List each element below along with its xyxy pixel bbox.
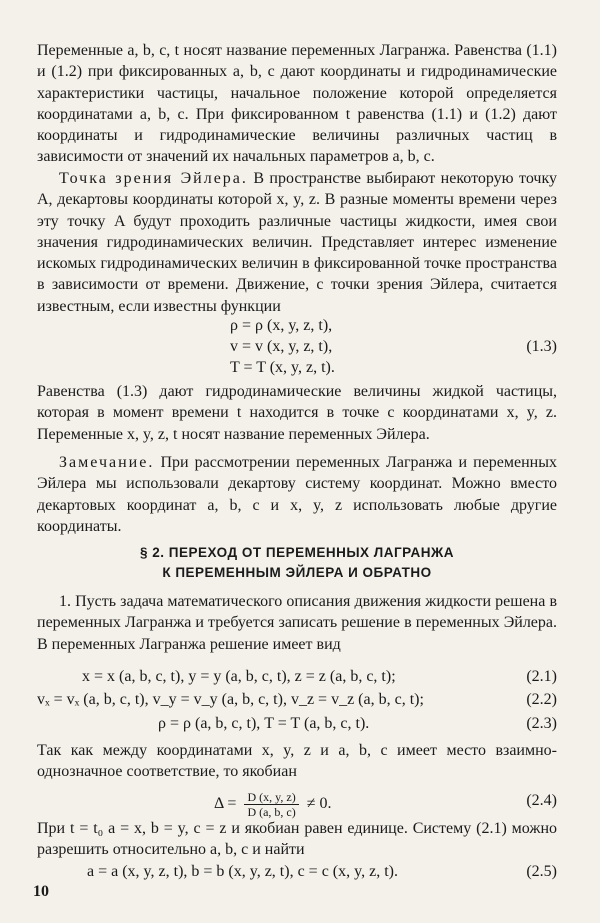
section-heading-line: § 2. ПЕРЕХОД ОТ ПЕРЕМЕННЫХ ЛАГРАНЖА (140, 545, 454, 560)
equation-number: (2.3) (526, 715, 557, 732)
equation-2-2 (37, 689, 557, 710)
equation-line: v = v (x, y, z, t), (230, 338, 333, 355)
equation-line: T = T (x, y, z, t). (230, 359, 335, 376)
paragraph-text: Равенства (1.3) дают гидродинамические величины жидкой частицы, которая в момент времени t находится в точке с координатами x, y, z. Переменные x, y, z, t носят название переменных Эйлера. (37, 383, 557, 443)
equation-body: a = a (x, y, z, t), b = b (x, y, z, t), c = c (x, y, z, t). (87, 863, 398, 880)
remark-text: При рассмотрении переменных Лагранжа и переменных Эйлера мы использовали декартову систему координат. Можно вместо декартовых координат a, b, c и x, y, z использовать любые другие координаты. (37, 454, 557, 535)
euler-lead: Точка зрения Эйлера. (59, 170, 248, 187)
equation-number: (2.2) (526, 691, 557, 708)
equation-2-4 (37, 782, 557, 820)
fraction-denominator: D (a, b, c) (247, 805, 296, 819)
paragraph-text: При t = t₀ a = x, b = y, c = z и якобиан равен единице. Систему (2.1) можно разрешить относительно a, b, c и найти (37, 820, 557, 859)
equation-number: (2.4) (526, 792, 557, 809)
fraction-numerator: D (x, y, z) (244, 790, 298, 805)
equation-2-3 (37, 713, 557, 734)
equation-2-1 (37, 666, 557, 687)
section-heading-line: К ПЕРЕМЕННЫМ ЭЙЛЕРА И ОБРАТНО (162, 565, 432, 580)
paragraph-1 (37, 591, 557, 655)
equation-1-3 (37, 315, 557, 379)
euler-text: В пространстве выбирают некоторую точку A, декартовы координаты которой x, y, z. В разные моменты времени через эту точку A будут проходить различные частицы жидкости, имея свои значения гидродинамических величин. Представляет интерес изменение искомых гидродинамических величин в фиксированной точке пространства в зависимости от времени. Движение, с точки зрения Эйлера, считается известным, если известны функции (37, 170, 557, 315)
equation-body: vₓ = vₓ (a, b, c, t), v_y = v_y (a, b, c, t), v_z = v_z (a, b, c, t); (37, 691, 424, 708)
paragraph-text: Переменные a, b, c, t носят название переменных Лагранжа. Равенства (1.1) и (1.2) при фиксированных a, b, c дают координаты и гидродинамические характеристики частицы, начальное положение которой определяется координатами a, b, c. При фиксированном t равенства (1.1) и (1.2) дают координаты и гидродинамические величины различных частиц в зависимости от значений их начальных параметров a, b, c. (37, 42, 557, 166)
paragraph-after-1-3 (37, 381, 557, 445)
paragraph-remark (37, 452, 557, 537)
section-heading (37, 543, 557, 583)
paragraph-text: Так как между координатами x, y, z и a, b, c имеет место взаимно-однозначное соответствие, то якобиан (37, 742, 557, 781)
paragraph-after-2-4 (37, 818, 557, 861)
jacobian-rhs: ≠ 0. (306, 795, 332, 813)
page-number: 10 (33, 883, 49, 900)
paragraph-lagrange-variables (37, 40, 557, 168)
equation-number: (2.5) (526, 863, 557, 880)
paragraph-after-2-3 (37, 740, 557, 783)
paragraph-text: 1. Пусть задача математического описания движения жидкости решена в переменных Лагранжа и требуется записать решение в переменных Эйлера. В переменных Лагранжа решение имеет вид (37, 593, 557, 653)
remark-lead: Замечание. (59, 454, 155, 471)
equation-body: ρ = ρ (a, b, c, t), T = T (a, b, c, t). (158, 715, 370, 732)
equation-number: (1.3) (526, 338, 557, 355)
equation-number: (2.1) (526, 668, 557, 685)
equation-line: ρ = ρ (x, y, z, t), (230, 317, 333, 334)
equation-body: x = x (a, b, c, t), y = y (a, b, c, t), z = z (a, b, c, t); (82, 668, 396, 685)
equation-2-5 (37, 861, 557, 882)
jacobian-lhs: Δ = (214, 795, 237, 813)
jacobian-fraction (244, 790, 298, 819)
paragraph-euler-view (37, 168, 557, 317)
